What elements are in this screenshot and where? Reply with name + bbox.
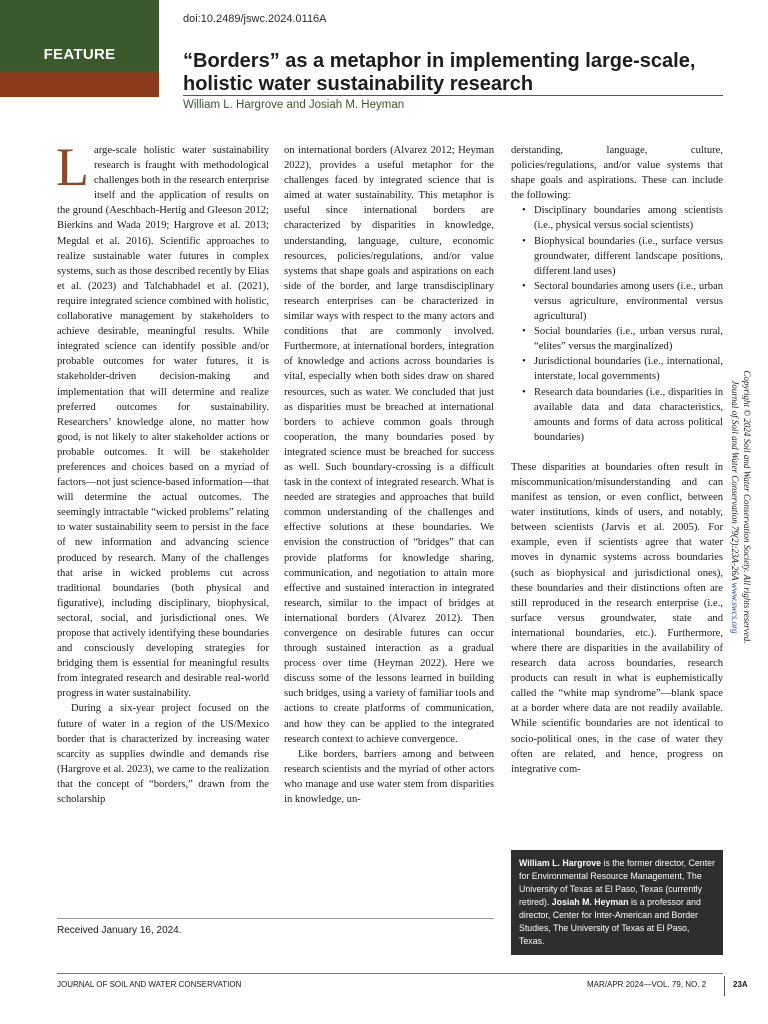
paragraph-intro bbox=[56, 137, 270, 701]
list-item: • Jurisdictional boundaries (i.e., international, interstate, local governments) bbox=[534, 354, 723, 384]
column-2 bbox=[284, 143, 494, 807]
drop-cap: L bbox=[56, 137, 89, 197]
footer-divider bbox=[57, 973, 723, 974]
footer-separator bbox=[724, 976, 725, 996]
boundary-list bbox=[511, 203, 723, 445]
citation-text: Journal of Soil and Water Conservation 79(2):23A-26A bbox=[730, 380, 741, 583]
author-bio-box bbox=[511, 850, 723, 955]
paragraph: on international borders (Alvarez 2012; Heyman 2022), provides a useful metaphor for the challenges faced by integrated science that is aimed at water sustainability. This metaphor is useful since international borders are characterized by disparities in knowledge, understanding, language, culture, economic resources, policies/regulations, and/or value systems that shape goals and aspirations on each side of the border, and large transdisciplinary research enterprises can be characterized in similar ways with respect to the many actors and conditions that are commonly involved. Furthermore, at international borders, integration of knowledge and actions across boundaries is vital, especially when both sides draw on shared resources, such as water. We concluded that just as disparities must be breached at international borders to achieve common goals through cooperation, the many boundaries posed by integrated science must be breached for success as well. Such boundary-crossing is a difficult task in the context of integrated research. What is needed are strategies and approaches that build common understanding of the challenges and effective solutions at these boundaries. We envision the construction of “bridges” that can provide platforms for knowledge sharing, communication, and negotiation to attain more effective and sustained interaction in integrated research, similar to the impact of bridges at international borders (Alvarez 2012). Then convergence on desirable futures can occur through sustained interaction as a gradual process over time (Heyman 2022). Here we discuss some of the lessons learned in building such bridges, using a variety of familiar tools and actions to create platforms of communication, and how they can be applied to the integrated research context to achieve convergence. bbox=[284, 145, 494, 745]
article-authors: William L. Hargrove and Josiah M. Heyman bbox=[183, 99, 405, 111]
paragraph: These disparities at boundaries often result in miscommunication/misunderstanding and can manifest as tension, or even conflict, between water institutions, kinds of users, and notably, between scientists (Jarvis et al. 2005). For example, even if scientists agree that water moves in dynamic systems across boundaries (such as biophysical and jurisdictional ones), these boundaries and their distinctions often are still reproduced in the research enterprise (i.e., surface versus groundwater, state and international boundaries, etc.). Furthermore, where there are disparities in the availability of research data across boundaries, research products can result in what is euphemistically called the “white map syndrome”—blank space at a border where data are not readily available. While scientific boundaries are not identical to socio-political ones, in the case of water they often are related, and hence, progress on integrative com- bbox=[511, 461, 723, 775]
list-item: • Biophysical boundaries (i.e., surface versus groundwater, different landscape positions, different land uses) bbox=[534, 234, 723, 279]
author-name: Josiah M. Heyman bbox=[551, 897, 629, 907]
page-number: 23A bbox=[733, 980, 748, 989]
received-divider bbox=[57, 918, 494, 919]
website-link[interactable]: www.swcs.org bbox=[730, 582, 741, 634]
paragraph: derstanding, language, culture, policies/regulations, and/or value systems that shape goals and aspirations. These can include the following: bbox=[511, 145, 723, 202]
paragraph: During a six-year project focused on the future of water in a region of the US/Mexico border that is characterized by increasing water scarcity as supplies dwindle and demands rise (Hargrove et al. 2023), we came to the realization that the concept of “borders,” drawn from the scholarship bbox=[57, 703, 269, 806]
list-item: • Social boundaries (i.e., urban versus rural, “elites” versus the marginalized) bbox=[534, 324, 723, 354]
author-name: William L. Hargrove bbox=[519, 858, 602, 868]
citation-line bbox=[729, 352, 741, 662]
article-title: “Borders” as a metaphor in implementing large-scale, holistic water sustainability research bbox=[183, 50, 696, 95]
footer-issue: MAR/APR 2024—VOL. 79, NO. 2 bbox=[587, 980, 707, 989]
paragraph: Like borders, barriers among and between research scientists and the myriad of other actors who manage and use water stem from disparities in knowledge, un- bbox=[284, 748, 494, 806]
section-label: FEATURE bbox=[43, 46, 116, 63]
header-accent-bar bbox=[0, 71, 159, 97]
paragraph-intro-text: arge-scale holistic water sustainability research is fraught with methodological challenges both in the research enterprise itself and the application of results on the ground (Aeschbach-Hertig and Gleeson 2012; Bierkins and Wada 2019; Hargrove et al. 2013; Megdal et al. 2016). Scientific approaches to realize sustainable water futures in complex systems, such as those described recently by Elias et al. (2023) and Talchabhadel et al. (2021), require integrated science combined with holistic, collaborative management by stakeholders to achieve desirable, meaningful results. While integrated science can identify possible and/or probable outcomes for water futures, it is stakeholder-driven decision-making and implementation that will determine and realize preferred outcomes for sustainability. Researchers’ knowledge alone, no matter how good, is not likely to alter stakeholder actions or probable outcomes. It will be stakeholder preferences and choices based on a myriad of factors—not just science-based information—that will determine the actual outcomes. The seemingly intractable “wicked problems” relating to water sustainability seem to persist in the face of new information and advancing science produced by research. Many of the challenges that arise in wicked problems cut across traditional boundaries (both physical and figurative), including disciplinary, biophysical, sectoral, social, and jurisdictional ones. We propose that actively identifying these boundaries and consciously developing strategies for bridging them is essential for meaningful results from integrated research and desirable real-world progress in water sustainability. bbox=[57, 145, 270, 700]
column-3 bbox=[511, 143, 723, 777]
list-item: • Sectoral boundaries among users (i.e., urban versus agriculture, environmental versus agricultural) bbox=[534, 279, 723, 324]
author-bio-text: is the former director, Center for Environmental Resource Management, The University of Texas at El Paso, Texas (currently retired). bbox=[519, 858, 715, 907]
author-bio-text: is a professor and director, Center for Inter-American and Border Studies, The University of Texas at El Paso, Texas. bbox=[519, 897, 701, 946]
list-item: • Disciplinary boundaries among scientists (i.e., physical versus social scientists) bbox=[534, 203, 723, 233]
list-item: • Research data boundaries (i.e., disparities in available data and data characteristics, amounts and forms of data across political boundaries) bbox=[534, 385, 723, 445]
received-date: Received January 16, 2024. bbox=[57, 925, 182, 936]
column-1 bbox=[56, 137, 270, 807]
footer-journal: JOURNAL OF SOIL AND WATER CONSERVATION bbox=[57, 980, 242, 989]
title-divider bbox=[183, 95, 723, 96]
copyright-note bbox=[720, 352, 752, 662]
doi[interactable]: doi:10.2489/jswc.2024.0116A bbox=[183, 13, 327, 25]
copyright-line: Copyright © 2024 Soil and Water Conservation Society. All rights reserved. bbox=[742, 370, 752, 644]
